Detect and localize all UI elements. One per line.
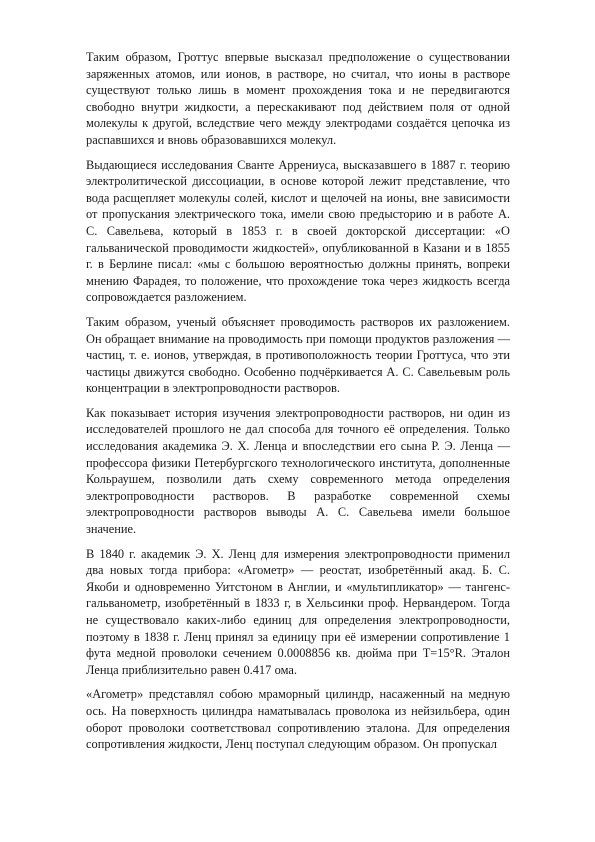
- text-column: [86, 49, 510, 761]
- paragraph: В 1840 г. академик Э. Х. Ленц для измерения электропроводности применил два новых тогда прибора: «Агометр» — реостат, изобретённый акад. Б. С. Якоби и одновременно Уитстоном в Англии, и «мультипликатор» — тангенс-гальванометр, изобретённый в 1833 г, в Хельсинки проф. Нервандером. Тогда не существовало каких-либо единиц для определения электропроводности, поэтому в 1838 г. Ленц принял за единицу при её измерении сопротивление 1 фута медной проволоки сечением 0.0008856 кв. дюйма при T=15°R. Эталон Ленца приблизительно равен 0.417 ома.: [86, 546, 510, 677]
- paragraph: Как показывает история изучения электропроводности растворов, ни один из исследователей прошлого не дал способа для точного её определения. Только исследования академика Э. Х. Ленца и впоследствии его сына Р. Э. Ленца — профессора физики Петербургского технологического института, дополненные Кольраушем, позволили дать схему современного метода определения электропроводности растворов. В разработке современной схемы электропроводности растворов выводы А. С. Савельева имели большое значение.: [86, 405, 510, 537]
- paragraph: «Агометр» представлял собою мраморный цилиндр, насаженный на медную ось. На поверхность цилиндра наматывалась проволока из нейзильбера, один оборот проволоки соответствовал сопротивлению эталона. Для определения сопротивления жидкости, Ленц поступал следующим образом. Он пропускал: [86, 687, 510, 752]
- paragraph: Таким образом, Гроттус впервые высказал предположение о существовании заряженных атомов, или ионов, в растворе, но считал, что ионы в растворе существуют только лишь в момент прохождения тока и не передвигаются свободно внутри жидкости, а перескакивают под действием поля от одной молекулы к другой, вследствие чего между электродами создаётся цепочка из распавшихся и вновь образовавшихся молекул.: [86, 50, 510, 147]
- paragraph: Выдающиеся исследования Сванте Аррениуса, высказавшего в 1887 г. теорию электролитической диссоциации, в основе которой лежит представление, что вода расщепляет молекулы солей, кислот и щелочей на ионы, вне зависимости от пропускания электрического тока, имели свою предысторию и в работе А. С. Савельева, который в 1853 г. в своей докторской диссертации: «О гальванической проводимости жидкостей», опубликованной в Казани и в 1855 г. в Берлине писал: «мы с большою вероятностью должны принять, вопреки мнению Фарадея, то положение, что прохождение тока через жидкость всегда сопровождается разложением.: [86, 157, 510, 305]
- paragraph: Таким образом, ученый объясняет проводимость растворов их разложением. Он обращает внимание на проводимость при помощи продуктов разложения — частиц, т. е. ионов, утверждая, в противоположность теории Гроттуса, что эти частицы движутся свободно. Особенно подчёркивается А. С. Савельевым роль концентрации в электропроводности растворов.: [86, 314, 510, 396]
